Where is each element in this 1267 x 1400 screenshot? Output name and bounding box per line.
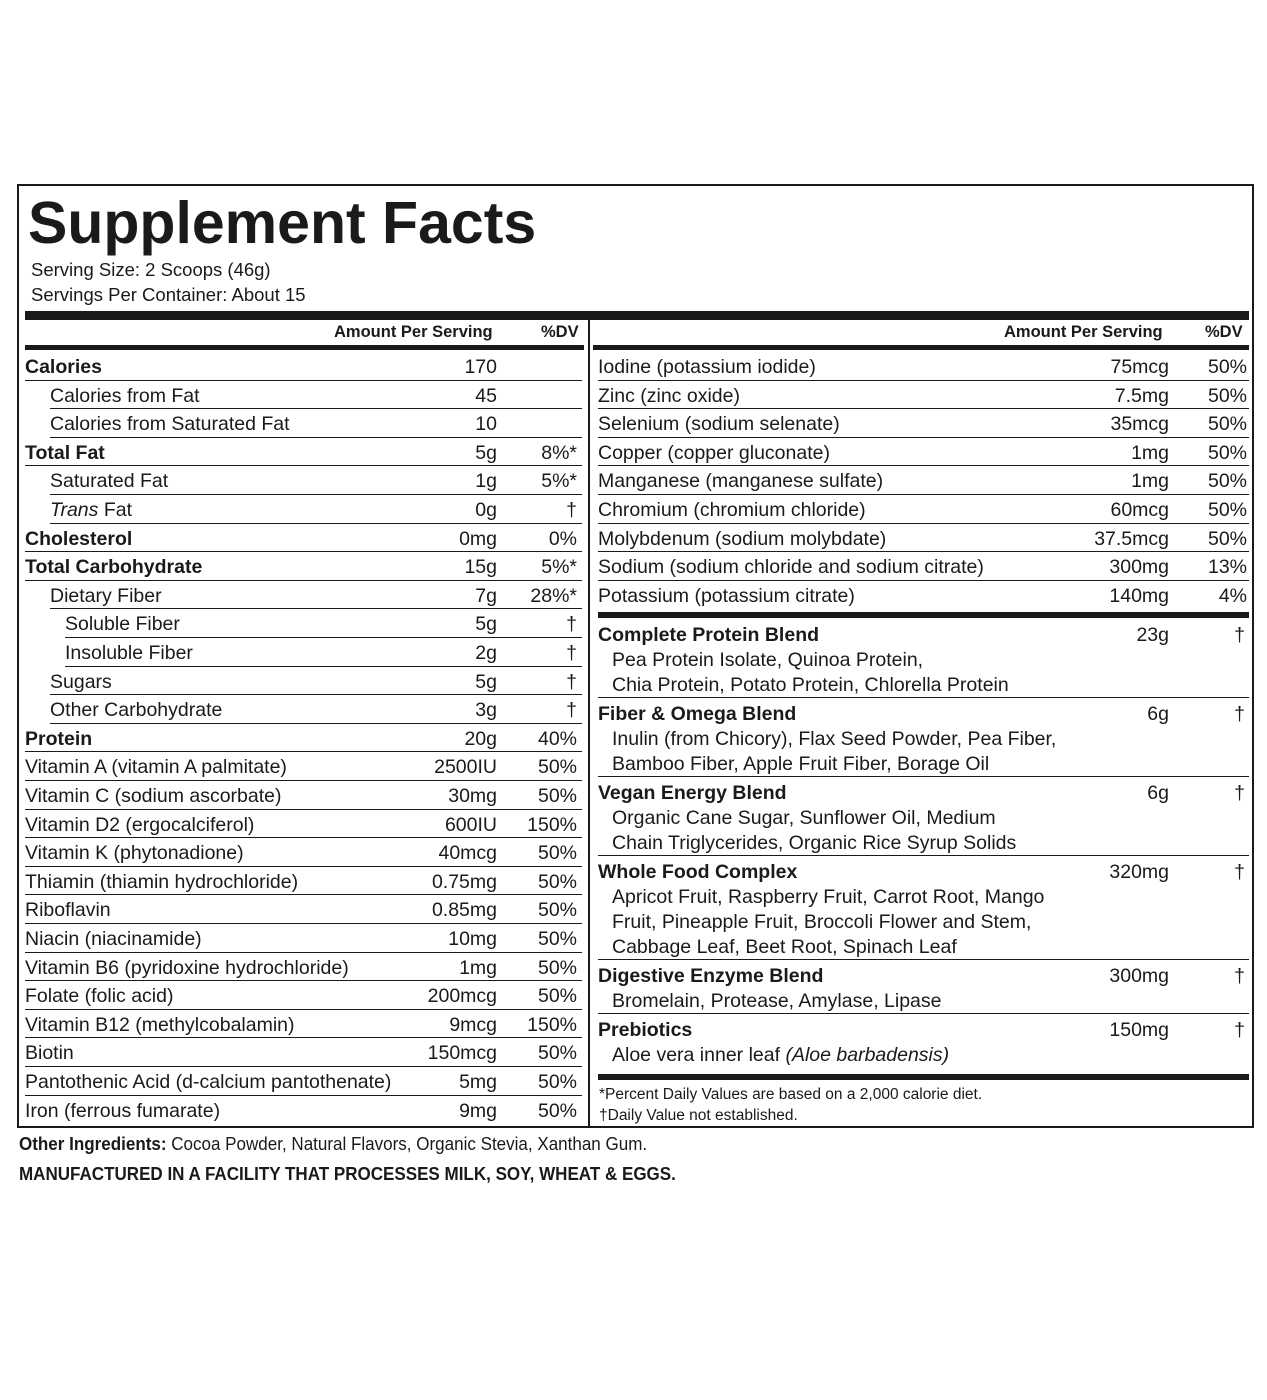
nutrient-label: Saturated Fat — [50, 470, 169, 493]
nutrient-label: Vitamin A (vitamin A palmitate) — [25, 756, 287, 779]
left-nutrient-row — [25, 352, 582, 381]
footnote-bar — [598, 1074, 1249, 1080]
left-nutrient-row — [25, 1067, 582, 1096]
left-nutrient-row — [50, 466, 582, 495]
nutrient-label: Selenium (sodium selenate) — [598, 413, 840, 436]
blend-row — [598, 856, 1249, 960]
blend-ingredients — [612, 648, 1009, 698]
blend-amount: 320mg — [1109, 861, 1169, 883]
nutrient-amount: 2500IU — [434, 756, 497, 779]
nutrient-amount: 37.5mcg — [1094, 527, 1169, 550]
nutrient-dv: 50% — [537, 928, 577, 950]
nutrient-amount: 35mcg — [1110, 413, 1169, 436]
footnote-percent-dv: *Percent Daily Values are based on a 2,000 calorie diet. — [599, 1086, 983, 1103]
nutrient-label-rest: Fat — [98, 499, 132, 521]
left-dv-header: %DV — [541, 323, 579, 341]
right-nutrient-row — [598, 352, 1249, 381]
left-nutrient-row — [25, 895, 582, 924]
nutrient-dv: † — [566, 613, 577, 636]
nutrient-label: Vitamin C (sodium ascorbate) — [25, 785, 282, 807]
nutrient-dv: † — [566, 670, 577, 693]
nutrient-label: Insoluble Fiber — [65, 642, 193, 664]
right-amount-header: Amount Per Serving — [1004, 323, 1163, 341]
nutrient-label: Zinc (zinc oxide) — [598, 384, 740, 407]
nutrient-label: Calories from Fat — [50, 384, 200, 407]
nutrient-dv: † — [566, 642, 577, 664]
blend-ingredients — [612, 1043, 949, 1068]
blend-amount: 23g — [1136, 624, 1169, 646]
left-nutrient-row — [25, 752, 582, 781]
nutrient-label: Manganese (manganese sulfate) — [598, 470, 884, 493]
nutrient-label: Soluble Fiber — [65, 613, 180, 636]
blend-name: Digestive Enzyme Blend — [598, 965, 824, 987]
nutrient-dv: 50% — [1207, 527, 1247, 550]
top-thick-bar — [25, 311, 1249, 320]
nutrient-amount: 0.75mg — [431, 870, 497, 893]
nutrient-amount: 40mcg — [438, 842, 497, 865]
nutrient-dv: 5%* — [541, 556, 577, 579]
nutrient-amount: 0.85mg — [431, 899, 497, 922]
blend-row — [598, 1014, 1249, 1068]
right-nutrient-row — [598, 381, 1249, 410]
left-nutrient-row — [25, 438, 582, 467]
nutrient-amount: 0g — [475, 499, 497, 521]
nutrient-label: Vitamin D2 (ergocalciferol) — [25, 813, 255, 836]
right-nutrient-row — [598, 524, 1249, 553]
nutrient-amount: 0mg — [459, 527, 497, 550]
nutrient-label: Copper (copper gluconate) — [598, 441, 830, 464]
left-nutrient-row — [25, 924, 582, 953]
left-nutrient-row — [25, 838, 582, 867]
nutrient-label: Sugars — [50, 670, 112, 693]
other-ingredients-label: Other Ingredients: — [19, 1133, 167, 1154]
blend-dv: † — [1234, 703, 1245, 725]
nutrient-dv: 4% — [1218, 584, 1247, 607]
nutrient-label: Sodium (sodium chloride and sodium citrate) — [598, 556, 984, 579]
blend-ingredient-line: Fruit, Pineapple Fruit, Broccoli Flower and Stem, — [612, 911, 1032, 933]
blend-ingredient-line: Pea Protein Isolate, Quinoa Protein, — [612, 649, 924, 671]
blend-name: Complete Protein Blend — [598, 624, 820, 646]
nutrient-amount: 170 — [464, 356, 497, 378]
nutrient-dv: 50% — [537, 785, 577, 807]
nutrient-amount: 45 — [475, 384, 497, 407]
left-nutrient-row — [50, 667, 582, 696]
nutrient-dv: 0% — [548, 527, 577, 550]
blend-ingredient-italic: (Aloe barbadensis) — [785, 1044, 950, 1066]
nutrient-label: Total Fat — [25, 441, 105, 464]
blend-ingredients — [612, 727, 1056, 777]
left-nutrient-row — [50, 409, 582, 438]
left-nutrient-row — [25, 1096, 582, 1125]
left-nutrient-row — [25, 724, 582, 753]
blend-ingredient-line: Organic Cane Sugar, Sunflower Oil, Medium — [612, 807, 996, 829]
nutrient-dv: 28%* — [530, 584, 577, 607]
other-ingredients-text: Cocoa Powder, Natural Flavors, Organic Stevia, Xanthan Gum. — [166, 1133, 648, 1154]
other-ingredients — [19, 1131, 647, 1157]
left-nutrient-row — [25, 781, 582, 810]
blend-row — [598, 960, 1249, 1014]
nutrient-amount: 9mcg — [449, 1013, 497, 1036]
blend-dv: † — [1234, 861, 1245, 883]
nutrient-dv: 50% — [1207, 499, 1247, 521]
nutrient-amount: 30mg — [448, 785, 497, 807]
right-nutrient-row — [598, 466, 1249, 495]
blend-ingredients — [612, 885, 1044, 960]
nutrient-label: Total Carbohydrate — [25, 556, 203, 579]
blend-ingredient-line — [612, 1043, 949, 1068]
right-nutrient-row — [598, 581, 1249, 610]
nutrient-amount: 1mg — [459, 956, 497, 979]
nutrient-dv: 50% — [537, 899, 577, 922]
nutrient-label: Riboflavin — [25, 899, 111, 922]
footnote-dagger: †Daily Value not established. — [599, 1107, 798, 1124]
nutrient-label: Protein — [25, 727, 93, 750]
blend-ingredients — [612, 806, 1016, 856]
nutrient-dv: 50% — [537, 842, 577, 865]
blend-row — [598, 777, 1249, 856]
nutrient-dv: † — [566, 699, 577, 722]
nutrient-label: Potassium (potassium citrate) — [598, 584, 855, 607]
blend-ingredient-line: Inulin (from Chicory), Flax Seed Powder, Pea Fiber, — [612, 728, 1057, 750]
nutrient-label: Biotin — [25, 1042, 74, 1065]
nutrient-dv: † — [566, 499, 577, 521]
nutrient-dv: 8%* — [541, 441, 577, 464]
nutrient-label: Calories — [25, 356, 102, 378]
nutrient-dv: 50% — [537, 1099, 577, 1122]
right-nutrient-row — [598, 438, 1249, 467]
nutrient-dv: 5%* — [541, 470, 577, 493]
nutrient-dv: 150% — [527, 1013, 577, 1036]
left-nutrient-row — [25, 1038, 582, 1067]
nutrient-label: Calories from Saturated Fat — [50, 413, 290, 436]
nutrient-amount: 5g — [475, 441, 497, 464]
nutrient-label: Folate (folic acid) — [25, 985, 174, 1008]
nutrient-label: Pantothenic Acid (d-calcium pantothenate) — [25, 1071, 392, 1093]
nutrient-amount: 9mg — [459, 1099, 497, 1122]
blend-row — [598, 619, 1249, 698]
blend-ingredient-line: Chain Triglycerides, Organic Rice Syrup Solids — [612, 832, 1017, 854]
nutrient-amount: 600IU — [444, 813, 497, 836]
blend-amount: 300mg — [1109, 965, 1169, 987]
nutrient-amount: 5mg — [459, 1071, 497, 1093]
nutrient-amount: 60mcg — [1110, 499, 1169, 521]
blend-ingredient-line: Apricot Fruit, Raspberry Fruit, Carrot Root, Mango — [612, 886, 1045, 908]
blend-name: Vegan Energy Blend — [598, 782, 787, 804]
left-nutrient-row — [25, 867, 582, 896]
blend-amount: 150mg — [1109, 1019, 1169, 1041]
right-nutrient-row — [598, 552, 1249, 581]
left-nutrient-row — [50, 495, 582, 524]
manufacturing-warning: MANUFACTURED IN A FACILITY THAT PROCESSES MILK, SOY, WHEAT & EGGS. — [19, 1163, 676, 1184]
nutrient-label-italic: Trans — [50, 499, 99, 521]
left-nutrient-row — [25, 953, 582, 982]
nutrient-amount: 300mg — [1109, 556, 1169, 579]
nutrient-amount: 2g — [475, 642, 497, 664]
nutrient-amount: 20g — [464, 727, 497, 750]
nutrient-dv: 50% — [537, 756, 577, 779]
nutrient-amount: 7.5mg — [1114, 384, 1169, 407]
nutrient-label: Vitamin K (phytonadione) — [25, 842, 244, 865]
nutrient-amount: 200mcg — [427, 985, 497, 1008]
left-nutrient-row — [25, 810, 582, 839]
nutrient-amount: 1g — [475, 470, 497, 493]
nutrient-label — [50, 498, 132, 522]
supplement-facts-panel — [17, 184, 1254, 1128]
blend-section-bar — [598, 612, 1249, 618]
left-header-bar — [25, 345, 584, 350]
nutrient-label: Vitamin B12 (methylcobalamin) — [25, 1013, 295, 1036]
nutrient-label: Other Carbohydrate — [50, 699, 223, 722]
servings-per-container: Servings Per Container: About 15 — [31, 284, 306, 305]
blend-name: Whole Food Complex — [598, 861, 798, 883]
right-nutrient-row — [598, 409, 1249, 438]
nutrient-dv: 50% — [1207, 384, 1247, 407]
nutrient-label: Dietary Fiber — [50, 584, 162, 607]
nutrient-dv: 50% — [537, 985, 577, 1008]
nutrient-amount: 1mg — [1131, 441, 1169, 464]
left-nutrient-row — [50, 381, 582, 410]
panel-title: Supplement Facts — [28, 190, 537, 256]
serving-size: Serving Size: 2 Scoops (46g) — [31, 259, 271, 280]
blend-row — [598, 698, 1249, 777]
nutrient-label: Niacin (niacinamide) — [25, 928, 202, 950]
nutrient-label: Iodine (potassium iodide) — [598, 356, 816, 378]
blend-ingredient-line: Chia Protein, Potato Protein, Chlorella Protein — [612, 674, 1009, 696]
nutrient-label: Molybdenum (sodium molybdate) — [598, 527, 887, 550]
left-nutrient-row — [25, 552, 582, 581]
nutrient-dv: 50% — [1207, 413, 1247, 436]
nutrient-dv: 50% — [1207, 441, 1247, 464]
left-nutrient-row — [65, 638, 582, 667]
nutrient-dv: 50% — [537, 956, 577, 979]
nutrient-amount: 75mcg — [1110, 356, 1169, 378]
nutrient-amount: 5g — [475, 670, 497, 693]
nutrient-dv: 50% — [537, 870, 577, 893]
blend-dv: † — [1234, 782, 1245, 804]
nutrient-amount: 150mcg — [427, 1042, 497, 1065]
nutrient-amount: 10mg — [448, 928, 497, 950]
nutrient-label: Vitamin B6 (pyridoxine hydrochloride) — [25, 956, 349, 979]
nutrient-amount: 15g — [464, 556, 497, 579]
nutrient-dv: 50% — [537, 1042, 577, 1065]
blend-amount: 6g — [1147, 703, 1169, 725]
blend-dv: † — [1234, 624, 1245, 646]
blend-amount: 6g — [1147, 782, 1169, 804]
nutrient-dv: 50% — [537, 1071, 577, 1093]
blend-ingredient-line: Bromelain, Protease, Amylase, Lipase — [612, 990, 942, 1012]
right-dv-header: %DV — [1205, 323, 1243, 341]
nutrient-dv: 50% — [1207, 356, 1247, 378]
nutrient-dv: 50% — [1207, 470, 1247, 493]
left-nutrient-row — [50, 695, 582, 724]
nutrient-dv: 13% — [1207, 556, 1247, 579]
left-nutrient-row — [65, 609, 582, 638]
nutrient-dv: 40% — [537, 727, 577, 750]
nutrient-label: Cholesterol — [25, 527, 133, 550]
nutrient-label: Iron (ferrous fumarate) — [25, 1099, 221, 1122]
nutrient-label: Thiamin (thiamin hydrochloride) — [25, 870, 299, 893]
blend-ingredient-text: Aloe vera inner leaf — [612, 1044, 781, 1066]
blend-dv: † — [1234, 1019, 1245, 1041]
nutrient-amount: 1mg — [1131, 470, 1169, 493]
left-nutrient-row — [50, 581, 582, 610]
nutrient-amount: 140mg — [1109, 584, 1169, 607]
blend-ingredients — [612, 989, 942, 1014]
blend-dv: † — [1234, 965, 1245, 987]
left-nutrient-row — [25, 1010, 582, 1039]
nutrient-amount: 3g — [475, 699, 497, 722]
blend-name: Fiber & Omega Blend — [598, 703, 797, 725]
blend-ingredient-line: Bamboo Fiber, Apple Fruit Fiber, Borage Oil — [612, 753, 990, 775]
blend-name: Prebiotics — [598, 1019, 693, 1041]
nutrient-label: Chromium (chromium chloride) — [598, 499, 866, 521]
blend-ingredient-line: Cabbage Leaf, Beet Root, Spinach Leaf — [612, 936, 957, 958]
left-amount-header: Amount Per Serving — [334, 323, 493, 341]
left-nutrient-row — [25, 981, 582, 1010]
column-divider — [588, 320, 590, 1126]
right-nutrient-row — [598, 495, 1249, 524]
nutrient-dv: 150% — [527, 813, 577, 836]
nutrient-amount: 7g — [475, 584, 497, 607]
nutrient-amount: 5g — [475, 613, 497, 636]
right-header-bar — [593, 345, 1249, 350]
left-nutrient-row — [25, 524, 582, 553]
nutrient-amount: 10 — [475, 413, 497, 436]
